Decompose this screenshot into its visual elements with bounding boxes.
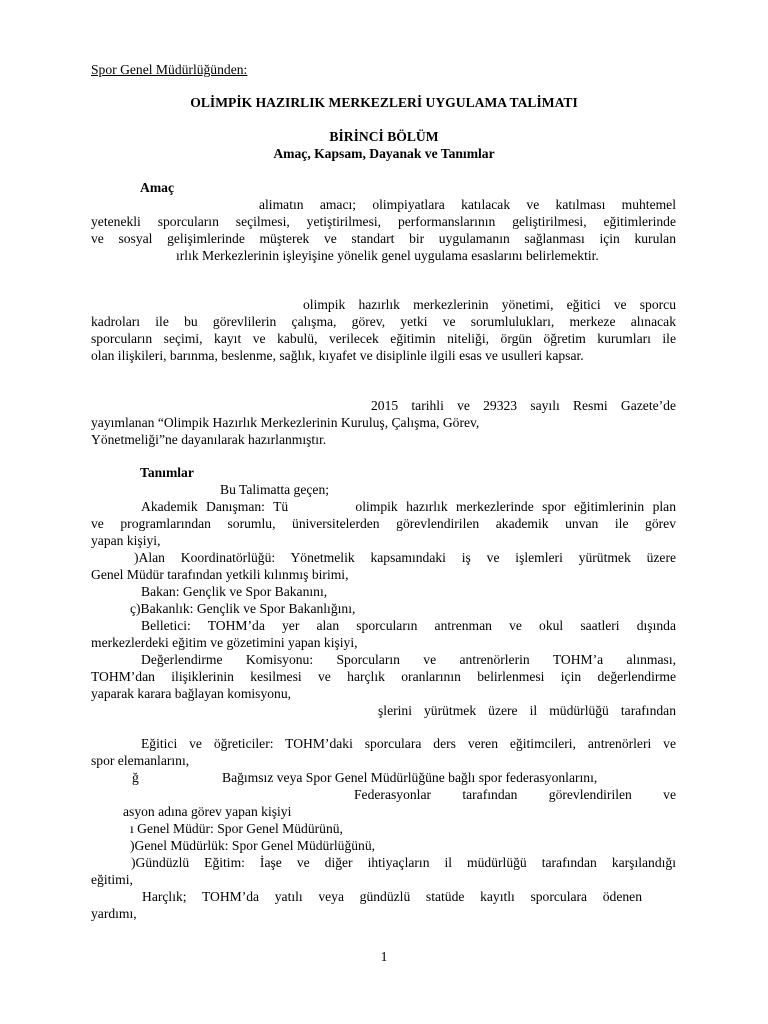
definition-line: )Gündüzlü Eğitim: İaşe ve diğer ihtiyaçların il müdürlüğü tarafından karşılandığı [131, 855, 676, 870]
definition-line: asyon adına görev yapan kişiyi [123, 804, 292, 819]
dayanak-line: 2015 tarihli ve 29323 sayılı Resmi Gazete’de [371, 398, 676, 413]
kapsam-line: olan ilişkileri, barınma, beslenme, sağlık, kıyafet ve disiplinle ilgili esas ve usulleri kapsar. [91, 348, 584, 363]
definition-line: Eğitici ve öğreticiler: TOHM’daki sporculara ders veren eğitimcileri, antrenörleri ve [141, 736, 676, 751]
definition-line: Değerlendirme Komisyonu: Sporcuların ve antrenörlerin TOHM’a alınması, [141, 652, 676, 667]
amac-line: alimatın amacı; olimpiyatlara katılacak ve katılması muhtemel [259, 197, 676, 212]
definition-line: ve programlarından sorumlu, üniversitelerden görevlendirilen akademik unvan ile görev [91, 516, 676, 531]
definition-line: )Genel Müdürlük: Spor Genel Müdürlüğünü, [130, 838, 376, 853]
page-number: 1 [380, 949, 388, 964]
definition-line: şlerini yürütmek üzere il müdürlüğü tarafından [378, 703, 676, 718]
definition-line: eğitimi, [91, 872, 133, 887]
definition-line: Bakan: Gençlik ve Spor Bakanını, [141, 584, 328, 599]
definition-line: Akademik Danışman: Tü olimpik hazırlık merkezlerinde spor eğitimlerinin plan [141, 499, 676, 514]
amac-line: ve sosyal gelişimlerinde müşterek ve standart bir uygulamanın sağlanması için kurulan [91, 231, 676, 246]
definition-line: yapan kişiyi, [91, 533, 161, 548]
definition-line: Genel Müdür tarafından yetkili kılınmış birimi, [91, 567, 349, 582]
definition-line: Bağımsız veya Spor Genel Müdürlüğüne bağlı spor federasyonlarını, [222, 770, 598, 785]
definition-line: merkezlerdeki eğitim ve gözetimini yapan kişiyi, [91, 635, 358, 650]
definition-line: ç)Bakanlık: Gençlik ve Spor Bakanlığını, [130, 601, 356, 616]
definition-line: Harçlık; TOHM’da yatılı veya gündüzlü statüde kayıtlı sporculara ödenen [142, 889, 642, 904]
dayanak-line: yayımlanan “Olimpik Hazırlık Merkezlerinin Kuruluş, Çalışma, Görev, [91, 415, 480, 430]
kapsam-line: kadroları ile bu görevlilerin çalışma, görev, yetki ve sorumlulukları, merkeze alınacak [91, 314, 676, 329]
definition-line: ğ [132, 770, 139, 785]
definition-line: TOHM’dan ilişiklerinin kesilmesi ve harçlık oranlarının belirlenmesi için değerlendirme [91, 669, 676, 684]
amac-heading: Amaç [140, 180, 174, 195]
definition-line: Belletici: TOHM’da yer alan sporcuların antrenman ve okul saatleri dışında [141, 618, 676, 633]
definition-line: spor elemanlarını, [91, 753, 190, 768]
section-title: BİRİNCİ BÖLÜM [329, 129, 439, 144]
tanimlar-intro: Bu Talimatta geçen; [220, 482, 330, 497]
kapsam-line: sporcuların seçimi, kayıt ve kabulü, verilecek eğitimin niteliği, örgün öğretim kurumları ile [91, 331, 676, 346]
definition-line: yaparak karara bağlayan komisyonu, [91, 686, 292, 701]
definition-line: yardımı, [91, 906, 137, 921]
section-subtitle: Amaç, Kapsam, Dayanak ve Tanımlar [273, 146, 495, 161]
definition-line: )Alan Koordinatörlüğü: Yönetmelik kapsamındaki iş ve işlemleri yürütmek üzere [134, 550, 676, 565]
tanimlar-heading: Tanımlar [140, 465, 194, 480]
definition-line: Federasyonlar tarafından görevlendirilen ve [354, 787, 676, 802]
definition-line: ı Genel Müdür: Spor Genel Müdürünü, [130, 821, 343, 836]
amac-line: ırlık Merkezlerinin işleyişine yönelik genel uygulama esaslarını belirlemektir. [176, 248, 599, 263]
kapsam-line: olimpik hazırlık merkezlerinin yönetimi, eğitici ve sporcu [303, 297, 676, 312]
dayanak-line: Yönetmeliği”ne dayanılarak hazırlanmıştır. [91, 432, 327, 447]
issuer-header: Spor Genel Müdürlüğünden: [91, 62, 248, 77]
amac-line: yetenekli sporcuların seçilmesi, yetiştirilmesi, performanslarının geliştirilmesi, eğitimlerinde [91, 214, 676, 229]
document-title: OLİMPİK HAZIRLIK MERKEZLERİ UYGULAMA TALİMATI [190, 95, 578, 110]
